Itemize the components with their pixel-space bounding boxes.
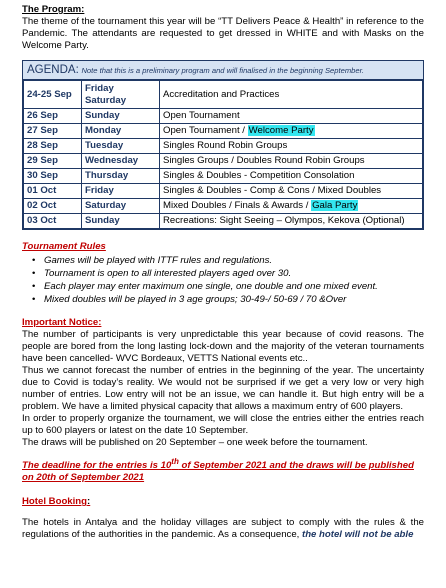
notice-paragraph: The number of participants is very unpredictable this year because of covid reasons. The people are bored from the long lasting lock-down and the majority of the veteran tournaments have been cancelled- WVC Bordeaux, VETTS National events etc.. [22,329,424,365]
agenda-day: Tuesday [82,139,160,154]
agenda-activity: Open Tournament / Welcome Party [160,124,423,139]
table-row [24,169,423,184]
agenda-day: Sunday [82,214,160,229]
agenda-day: Wednesday [82,154,160,169]
agenda-date: 30 Sep [24,169,82,184]
table-row [24,214,423,229]
agenda-date: 27 Sep [24,124,82,139]
list-item: • Each player may enter maximum one single, one double and one mixed event. [32,281,378,293]
bullet-icon: • [32,294,36,306]
agenda-date: 28 Sep [24,139,82,154]
rules-title: Tournament Rules [22,241,106,253]
agenda-date: 01 Oct [24,184,82,199]
table-row [24,124,423,139]
notice-paragraph: In order to properly organize the tournament, we will close the entries either the entries reach up to 600 players or latest on the date 10 September. [22,413,424,437]
agenda-activity: Recreations: Sight Seeing – Olympos, Kekova (Optional) [160,214,423,229]
list-item: • Games will be played with ITTF rules and regulations. [32,255,273,267]
table-row [24,109,423,124]
table-row [24,154,423,169]
agenda-day: Monday [82,124,160,139]
agenda-day: Friday [82,184,160,199]
agenda-activity: Singles & Doubles - Comp & Cons / Mixed Doubles [160,184,423,199]
event-highlight: Gala Party [312,200,358,212]
agenda-date: 02 Oct [24,199,82,214]
agenda-date: 26 Sep [24,109,82,124]
agenda-table [22,60,424,230]
table-row [24,199,423,214]
agenda-grid [23,80,423,229]
bullet-icon: • [32,255,36,267]
agenda-date: 29 Sep [24,154,82,169]
agenda-activity: Singles Round Robin Groups [160,139,423,154]
agenda-activity: Singles & Doubles - Competition Consolation [160,169,423,184]
agenda-day: Sunday [82,109,160,124]
notice-paragraph: The draws will be published on 20 September – one week before the tournament. [22,437,368,449]
rules-list [22,255,424,306]
agenda-label: AGENDA: [27,63,79,76]
bullet-icon: • [32,281,36,293]
deadline-text: The deadline for the entries is 10th of September 2021 and the draws will be published on 20th of September 2021 [22,457,414,484]
agenda-note: Note that this is a preliminary program and will finalised in the beginning September. [81,65,364,75]
hotel-title: Hotel Booking: [22,496,91,508]
program-title: The Program: [22,4,85,15]
event-highlight: Welcome Party [248,125,314,137]
agenda-activity: Accreditation and Practices [160,81,423,109]
agenda-day: Saturday [82,199,160,214]
hotel-text: The hotels in Antalya and the holiday villages are subject to comply with the rules & the regulations of the authorities in the pandemic. As a consequence, the hotel will not be able [22,517,424,541]
list-item: • Tournament is open to all interested players aged over 30. [32,268,292,280]
program-text: The theme of the tournament this year will be “TT Delivers Peace & Health” in reference to the Pandemic. The attendants are requested to get dressed in WHITE and with Masks on the Welcome Party. [22,15,424,51]
table-row [24,81,423,109]
notice-title: Important Notice: [22,317,102,329]
agenda-header [23,61,423,80]
agenda-activity: Open Tournament [160,109,423,124]
table-row [24,139,423,154]
bullet-icon: • [32,268,36,280]
agenda-activity: Mixed Doubles / Finals & Awards / Gala Party [160,199,423,214]
agenda-activity: Singles Groups / Doubles Round Robin Groups [160,154,423,169]
list-item: • Mixed doubles will be played in 3 age groups; 30-49-/ 50-69 / 70 &Over [32,294,347,306]
notice-paragraph: Thus we cannot forecast the number of entries in the beginning of the year. The uncertainty due to Covid is today’s reality. We would not be surprised if we get a very low or very high number of entries. Low entry will not be an issue, we can handle it. But high entry will be a problem. We have a limited physical capacity that allows a maximum entry of 600 players. [22,365,424,413]
agenda-day: Friday Saturday [82,81,160,109]
agenda-date: 03 Oct [24,214,82,229]
agenda-day: Thursday [82,169,160,184]
agenda-date: 24-25 Sep [24,81,82,109]
table-row [24,184,423,199]
